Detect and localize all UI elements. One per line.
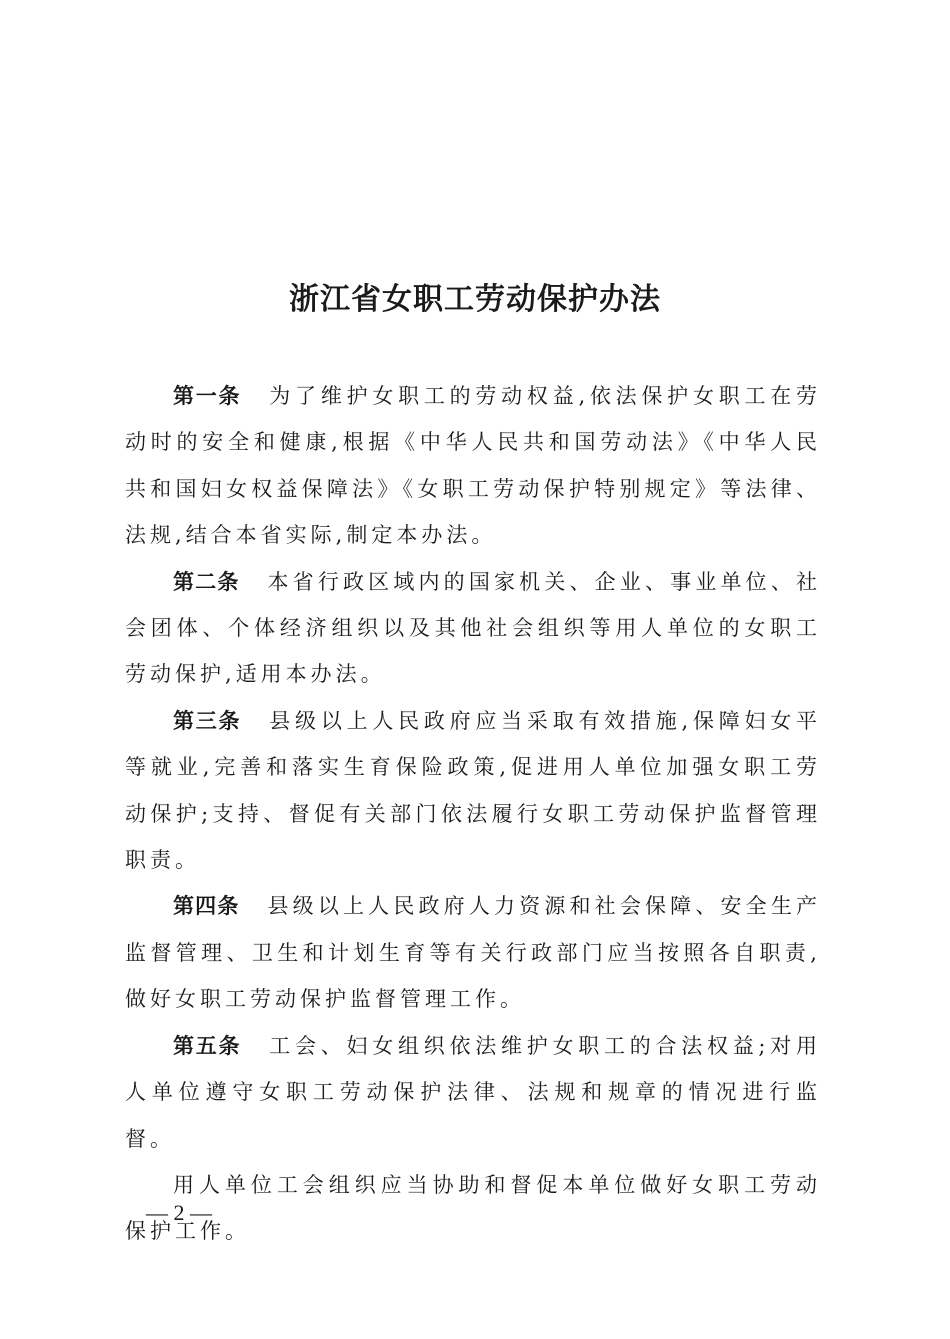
article-4-text: 县级以上人民政府人力资源和社会保障、安全生产监督管理、卫生和计划生育等有关行政部门应当按照各自职责,做好女职工劳动保护监督管理工作。 xyxy=(125,894,821,1012)
article-2-text: 本省行政区域内的国家机关、企业、事业单位、社会团体、个体经济组织以及其他社会组织等用人单位的女职工劳动保护,适用本办法。 xyxy=(125,569,821,687)
page-number: — 2 — xyxy=(146,1200,212,1225)
article-5-label: 第五条 xyxy=(173,1033,242,1058)
article-5 xyxy=(125,1023,821,1162)
page-title: 浙江省女职工劳动保护办法 xyxy=(289,282,661,317)
article-1-text: 为了维护女职工的劳动权益,依法保护女职工在劳动时的安全和健康,根据《中华人民共和国劳动法》《中华人民共和国妇女权益保障法》《女职工劳动保护特别规定》等法律、法规,结合本省实际,制定本办法。 xyxy=(125,384,821,548)
article-2 xyxy=(125,559,821,698)
article-5-text: 工会、妇女组织依法维护女职工的合法权益;对用人单位遵守女职工劳动保护法律、法规和规章的情况进行监督。 xyxy=(125,1033,822,1151)
article-3 xyxy=(125,698,821,884)
article-1 xyxy=(125,373,821,559)
article-3-label: 第三条 xyxy=(173,708,242,733)
article-3-text: 县级以上人民政府应当采取有效措施,保障妇女平等就业,完善和落实生育保险政策,促进用人单位加强女职工劳动保护;支持、督促有关部门依法履行女职工劳动保护监督管理职责。 xyxy=(125,708,821,873)
article-4-label: 第四条 xyxy=(173,894,240,919)
article-1-label: 第一条 xyxy=(173,384,242,408)
document-body xyxy=(125,373,821,1255)
article-5-continuation: 用人单位工会组织应当协助和督促本单位做好女职工劳动保护工作。 xyxy=(125,1172,821,1244)
article-4 xyxy=(125,883,821,1022)
article-2-label: 第二条 xyxy=(173,569,240,594)
